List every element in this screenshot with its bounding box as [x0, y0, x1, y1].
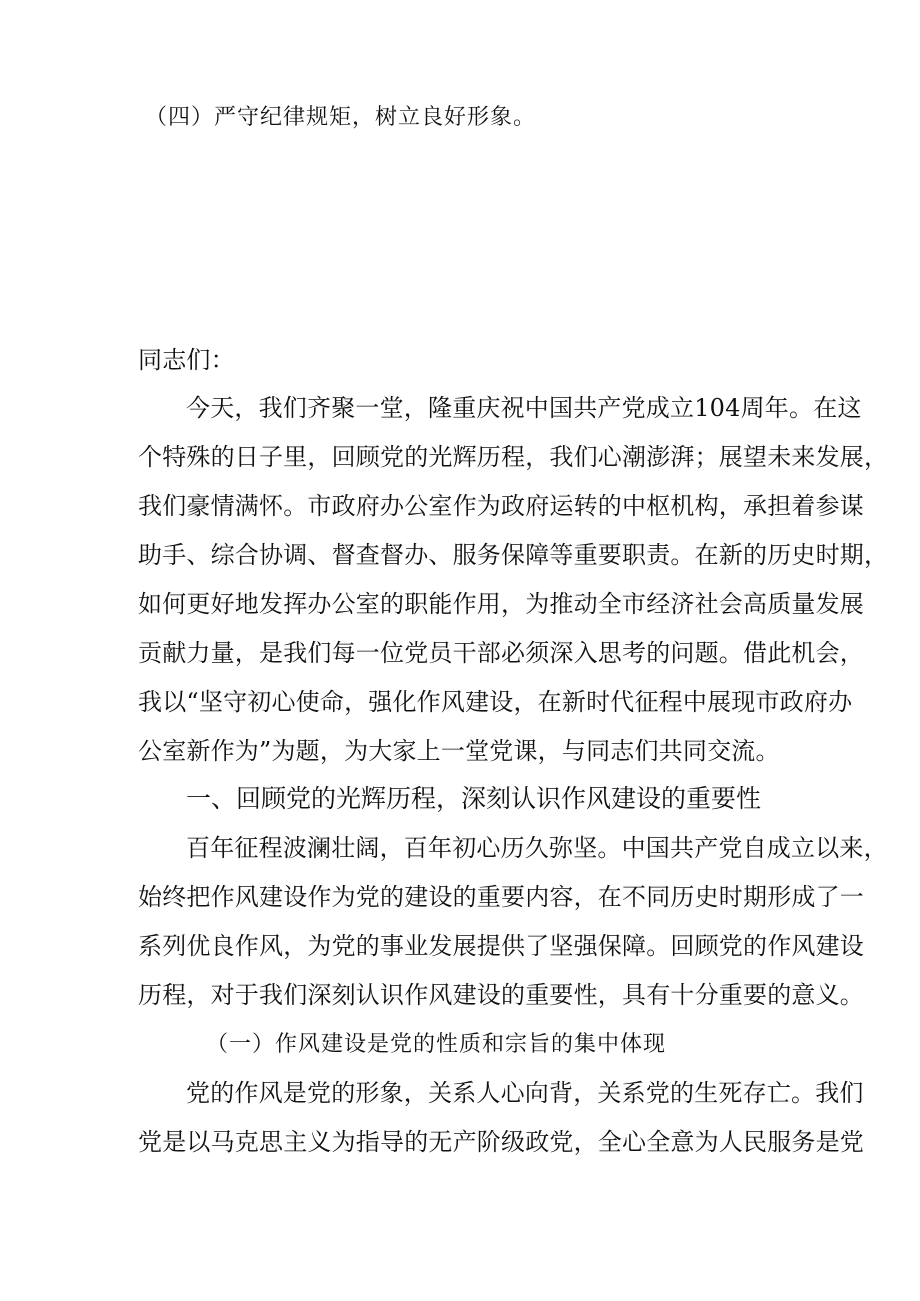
- paragraph-line: 党是以马克思主义为指导的无产阶级政党，全心全意为人民服务是党: [138, 1128, 864, 1156]
- paragraph-line: 贡献力量，是我们每一位党员干部必须深入思考的问题。借此机会，: [138, 639, 864, 667]
- subheading: （一）作风建设是党的性质和宗旨的集中体现: [206, 1032, 667, 1057]
- paragraph-line: 系列优良作风，为党的事业发展提供了坚强保障。回顾党的作风建设: [138, 932, 864, 960]
- salutation: 同志们：: [138, 346, 235, 374]
- paragraph-line: 我以“坚守初心使命，强化作风建设，在新时代征程中展现市政府办: [138, 688, 853, 716]
- paragraph-line: 如何更好地发挥办公室的职能作用，为推动全市经济社会高质量发展: [138, 590, 864, 618]
- paragraph-line: 党的作风是党的形象，关系人心向背，关系党的生死存亡。我们: [186, 1079, 864, 1107]
- paragraph-line: 个特殊的日子里，回顾党的光辉历程，我们心潮澎湃；展望未来发展，: [138, 443, 889, 471]
- paragraph-line: 始终把作风建设作为党的建设的重要内容，在不同历史时期形成了一: [138, 883, 864, 911]
- paragraph-line: 历程，对于我们深刻认识作风建设的重要性，具有十分重要的意义。: [138, 981, 864, 1009]
- paragraph-line: 今天，我们齐聚一堂，隆重庆祝中国共产党成立104周年。在这: [186, 394, 862, 422]
- paragraph-line: 我们豪情满怀。市政府办公室作为政府运转的中枢机构，承担着参谋: [138, 492, 864, 520]
- paragraph-line: 百年征程波澜壮阔，百年初心历久弥坚。中国共产党自成立以来，: [186, 834, 888, 862]
- paragraph-line: 公室新作为”为题，为大家上一堂党课，与同志们共同交流。: [138, 737, 780, 765]
- section-heading: 一、回顾党的光辉历程，深刻认识作风建设的重要性: [186, 784, 762, 813]
- paragraph-line: 助手、综合协调、督查督办、服务保障等重要职责。在新的历史时期，: [138, 541, 889, 569]
- heading-discipline: （四）严守纪律规矩，树立良好形象。: [145, 105, 537, 130]
